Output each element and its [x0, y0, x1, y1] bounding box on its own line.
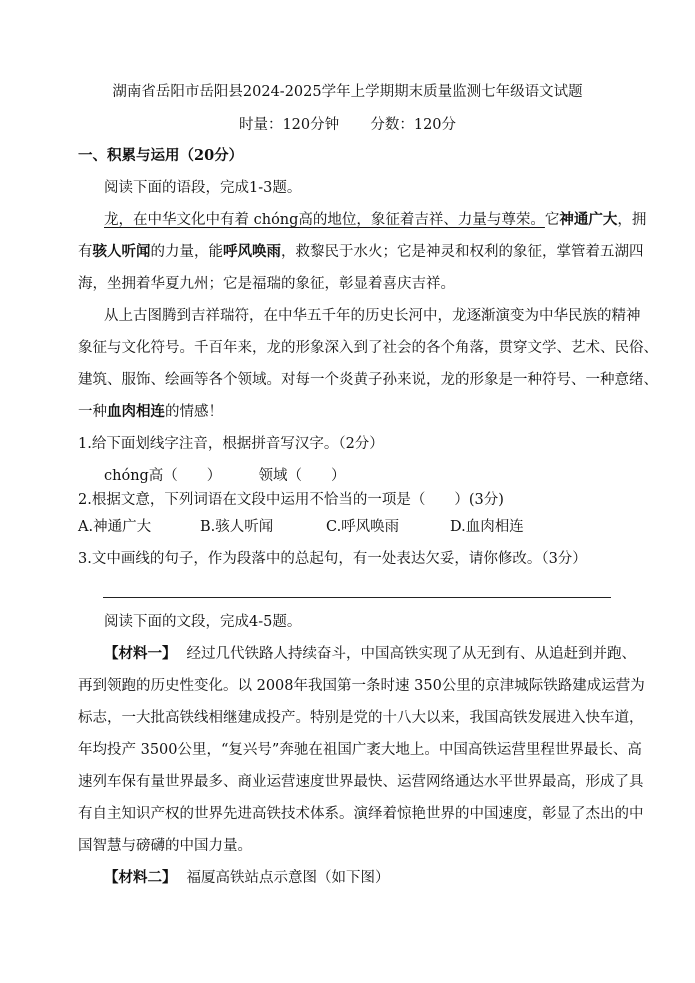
option-c: C.呼风唤雨 — [326, 519, 400, 535]
text-fragment: 的力量，能 — [150, 244, 223, 260]
paragraph1-line1 — [104, 210, 647, 230]
text-fragment: 经过几代铁路人持续奋斗，中国高铁实现了从无到有、从追赶到并跑、 — [186, 646, 636, 662]
material2-label: 【材料二】 — [104, 869, 177, 886]
question-1-blanks — [104, 466, 644, 486]
text-fragment: ，救黎民于水火；它是神灵和权利的象征，掌管着五湖四 — [281, 244, 644, 260]
underlined-sentence: 龙，在中华文化中有着 chóng高的地位，象征着吉祥、力量与尊荣。 — [104, 212, 545, 228]
option-b: B.骇人听闻 — [200, 519, 274, 535]
text-fragment: 福厦高铁站点示意图（如下图） — [186, 870, 390, 886]
material1-line1 — [104, 644, 644, 664]
paragraph2-line3: 建筑、服饰、绘画等各个领域。对每一个炎黄子孙来说，龙的形象是一种符号、一种意绪、 — [78, 372, 658, 388]
text-fragment: 的情感！ — [165, 404, 223, 420]
material1-line7: 国智慧与磅礴的中国力量。 — [78, 838, 252, 854]
score-label: 分数：120分 — [370, 117, 457, 133]
material1-line6: 有自主知识产权的世界先进高铁技术体系。演绎着惊艳世界的中国速度，彰显了杰出的中 — [78, 806, 644, 822]
text-fragment: ，拥 — [617, 212, 647, 228]
text-fragment: 它 — [544, 212, 560, 228]
question-2: 2.根据文意，下列词语在文段中运用不恰当的一项是（ ）(3分) — [78, 492, 504, 508]
material1-line5: 速列车保有量世界最多、商业运营速度世界最快、运营网络通达水平世界最高，形成了具 — [78, 774, 644, 790]
material1-line4: 年均投产 3500公里，“复兴号”奔驰在祖国广袤大地上。中国高铁运营里程世界最长、高 — [78, 742, 642, 758]
material2-line — [104, 868, 644, 888]
option-a: A.神通广大 — [78, 519, 152, 535]
section2-instruction: 阅读下面的文段，完成4-5题。 — [104, 614, 302, 630]
answer-line — [103, 597, 611, 598]
paragraph2-line2: 象征与文化符号。千百年来，龙的形象深入到了社会的各个角落，贯穿文学、艺术、民俗、 — [78, 340, 658, 356]
paragraph2-line4 — [78, 402, 618, 422]
paragraph2-line1: 从上古图腾到吉祥瑞符，在中华五千年的历史长河中，龙逐渐演变为中华民族的精神 — [104, 308, 641, 324]
material1-line3: 标志，一大批高铁线相继建成投产。特别是党的十八大以来，我国高铁发展进入快车道， — [78, 710, 644, 726]
bold-word: 血肉相连 — [107, 403, 165, 420]
material1-line2: 再到领跑的历史性变化。以 2008年我国第一条时速 350公里的京津城际铁路建成运营为 — [78, 678, 645, 694]
bold-word: 神通广大 — [559, 211, 618, 228]
text-fragment: 有 — [78, 244, 93, 260]
blank-2: 领域（ ） — [258, 468, 346, 484]
section-heading: 一、积累与运用（20分） — [78, 147, 244, 164]
option-d: D.血肉相连 — [450, 519, 524, 535]
question-3: 3.文中画线的句子，作为段落中的总起句，有一处表达欠妥，请你修改。（3分） — [78, 551, 587, 567]
exam-meta — [0, 115, 695, 135]
blank-1: chóng高（ ） — [104, 468, 222, 484]
time-label: 时量：120分钟 — [238, 117, 340, 133]
bold-word: 呼风唤雨 — [223, 243, 281, 260]
section1-instruction: 阅读下面的语段，完成1-3题。 — [104, 180, 302, 196]
text-fragment: 一种 — [78, 404, 107, 420]
question-1: 1.给下面划线字注音，根据拼音写汉字。（2分） — [78, 436, 384, 452]
material1-label: 【材料一】 — [104, 645, 177, 662]
bold-word: 骇人听闻 — [92, 243, 151, 260]
paragraph1-line2 — [78, 242, 644, 262]
exam-title: 湖南省岳阳市岳阳县2024-2025学年上学期期末质量监测七年级语文试题 — [112, 84, 583, 100]
paragraph1-line3: 海，坐拥着华夏九州；它是福瑞的象征，彰显着喜庆吉祥。 — [78, 276, 455, 292]
